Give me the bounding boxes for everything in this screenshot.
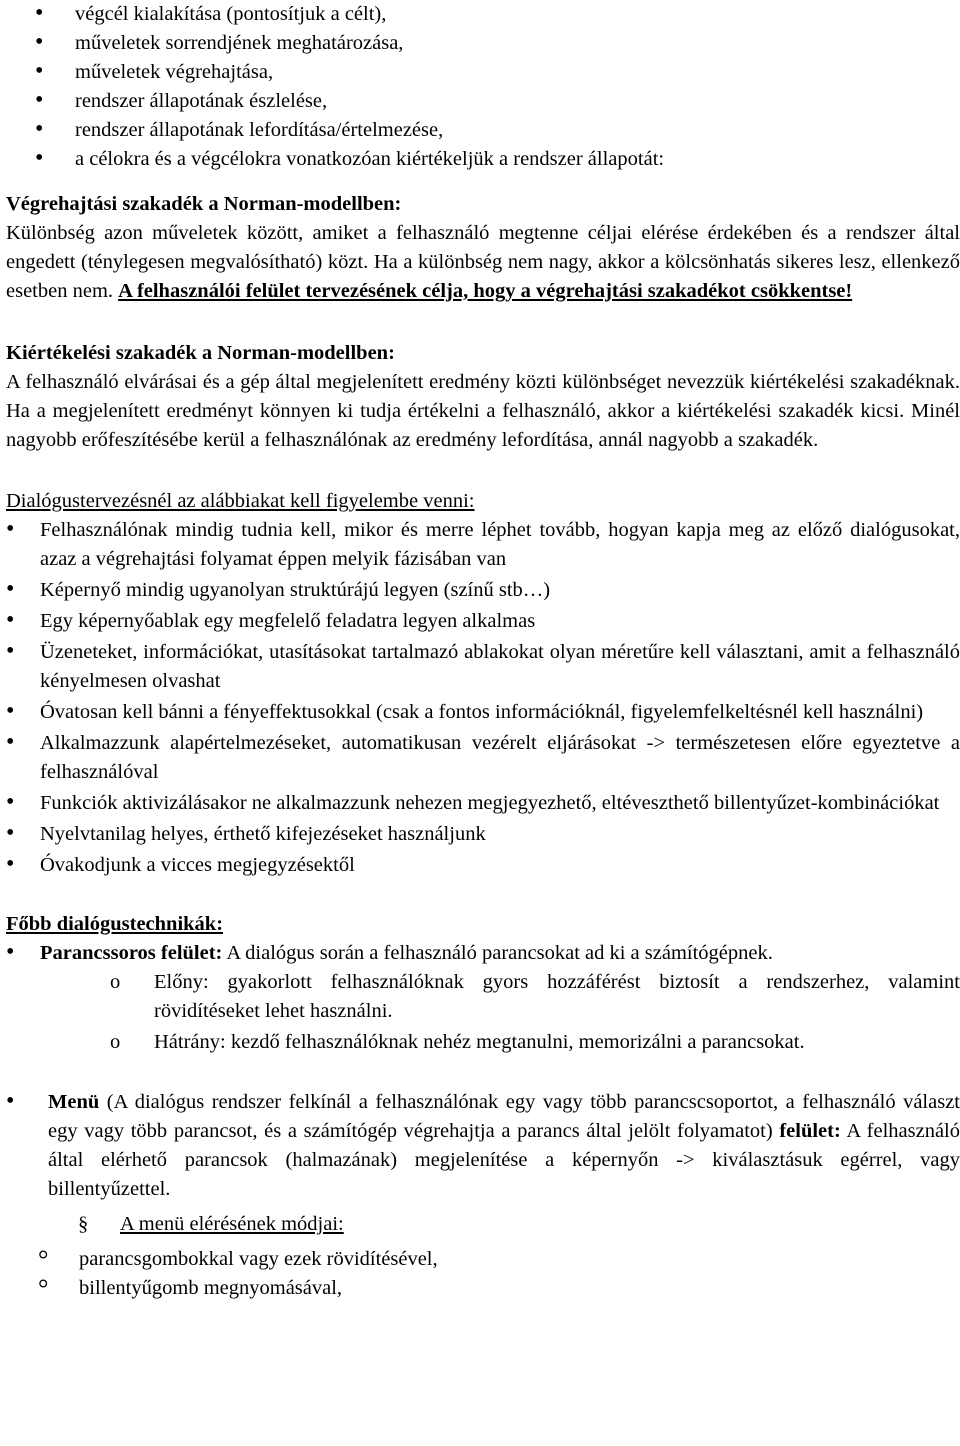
- command-line-item: [6, 939, 960, 968]
- eval-gap-body: A felhasználó elvárásai és a gép által megjelenített eredmény közti különbséget nevezzük kiértékelési szakadéknak. Ha a megjelenített eredményt könnyen ki tudja értékelni a felhasználó, akkor a kiértékelési szakadék kicsi. Minél nagyobb erőfeszítésébe kerül a felhasználónak az eredmény lefordítása, annál nagyobb a szakadék.: [6, 371, 960, 451]
- list-item: • Képernyő mindig ugyanolyan struktúrájú legyen (színű stb…): [6, 576, 960, 605]
- menu-access-heading: [6, 1210, 960, 1239]
- list-item: o Előny: gyakorlott felhasználóknak gyors hozzáférést biztosít a rendszerhez, valamint rövidítéseket lehet használni.: [110, 968, 960, 1026]
- dialog-design-heading: Dialógustervezésnél az alábbiakat kell figyelembe venni:: [6, 490, 475, 512]
- techniques-list: [6, 939, 960, 968]
- list-item: • végcél kialakítása (pontosítjuk a célt),: [6, 0, 960, 29]
- list-item: ° parancsgombokkal vagy ezek rövidítésével,: [6, 1245, 960, 1274]
- exec-gap-heading: Végrehajtási szakadék a Norman-modellben:: [6, 193, 402, 215]
- list-item: • Nyelvtanilag helyes, érthető kifejezéseket használjunk: [6, 820, 960, 849]
- command-label: Parancssoros felület:: [40, 942, 223, 964]
- exec-gap-emphasis: A felhasználói felület tervezésének célja, hogy a végrehajtási szakadékot csökkentse!: [118, 280, 853, 302]
- list-item: o Hátrány: kezdő felhasználóknak nehéz megtanulni, memorizálni a parancsokat.: [110, 1028, 960, 1057]
- exec-gap-text: Különbség azon műveletek között, amiket a felhasználó megtenne céljai elérése érdekében és a rendszer által engedett (ténylegesen megvalósítható) közt. Ha a különbség nem nagy, akkor a kölcsönhatás sikeres lesz, ellenkező esetben nem.: [6, 222, 960, 302]
- list-item: • Felhasználónak mindig tudnia kell, mikor és merre léphet tovább, hogyan kapja meg az előző dialógusokat, azaz a végrehajtási folyamat éppen melyik fázisában van: [6, 516, 960, 574]
- eval-gap-section: [6, 339, 960, 455]
- top-bullet-list: [6, 0, 960, 174]
- command-sub-list: [110, 968, 960, 1057]
- exec-gap-body: [6, 219, 960, 306]
- menu-label: Menü: [48, 1091, 100, 1113]
- list-item: • Óvakodjunk a vicces megjegyzésektől: [6, 851, 960, 880]
- list-item: • Alkalmazzunk alapértelmezéseket, automatikusan vezérelt eljárásokat -> természetesen előre egyeztetve a felhasználóval: [6, 729, 960, 787]
- dialog-design-section: [6, 487, 960, 880]
- dialog-design-list: [6, 516, 960, 880]
- menu-access-list: [6, 1245, 960, 1303]
- section-sign-icon: §: [78, 1213, 89, 1235]
- eval-gap-heading: Kiértékelési szakadék a Norman-modellben:: [6, 342, 395, 364]
- list-item: • Egy képernyőablak egy megfelelő feladatra legyen alkalmas: [6, 607, 960, 636]
- command-text: A dialógus során a felhasználó parancsokat ad ki a számítógépnek.: [222, 942, 773, 964]
- exec-gap-section: [6, 190, 960, 306]
- list-item: • műveletek végrehajtása,: [6, 58, 960, 87]
- list-item: ° billentyűgomb megnyomásával,: [6, 1274, 960, 1303]
- list-item: • Funkciók aktivizálásakor ne alkalmazzunk nehezen megjegyezhető, eltéveszthető billentyűzet-kombinációkat: [6, 789, 960, 818]
- list-item: • Üzeneteket, információkat, utasításokat tartalmazó ablakokat olyan méretűre kell választani, amit a felhasználó kényelmesen olvashat: [6, 638, 960, 696]
- menu-item: [6, 1088, 960, 1204]
- menu-text: (A dialógus rendszer felkínál a felhasználónak egy vagy több parancscsoportot, a felhasználó választ egy vagy több parancsot, és a számítógép végrehajtja a parancs által jelölt folyamatot): [48, 1091, 960, 1142]
- list-item: • műveletek sorrendjének meghatározása,: [6, 29, 960, 58]
- menu-text-2: A felhasználó által elérhető parancsok (halmazának) megjelenítése a képernyőn -> kiválasztásuk egérrel, vagy billentyűzettel.: [48, 1120, 960, 1200]
- techniques-heading: Főbb dialógustechnikák:: [6, 913, 224, 935]
- list-item: • rendszer állapotának lefordítása/értelmezése,: [6, 116, 960, 145]
- list-item: • rendszer állapotának észlelése,: [6, 87, 960, 116]
- list-item: • Óvatosan kell bánni a fényeffektusokkal (csak a fontos információknál, figyelemfelkeltésnél kell használni): [6, 698, 960, 727]
- list-item: • a célokra és a végcélokra vonatkozóan kiértékeljük a rendszer állapotát:: [6, 145, 960, 174]
- menu-label-2: felület:: [779, 1120, 841, 1142]
- techniques-section: [6, 910, 960, 1303]
- menu-access-title: A menü elérésének módjai:: [120, 1213, 344, 1235]
